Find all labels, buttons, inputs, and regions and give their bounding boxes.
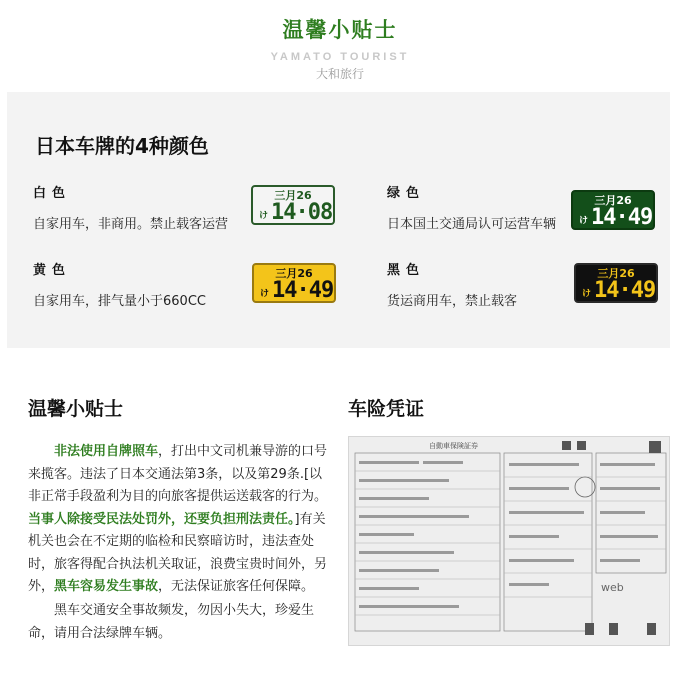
- header-title: 温馨小贴士: [282, 18, 398, 42]
- highlight-illegal-car: 非法使用自牌照车: [54, 444, 159, 459]
- plate-type-name: 黄色: [33, 263, 72, 278]
- plate-type-name: 白色: [33, 186, 72, 201]
- plate-number: 14·49: [272, 278, 334, 303]
- insurance-certificate-image: [348, 436, 670, 646]
- plate-type-green: [387, 182, 556, 232]
- plate-type-white: [33, 182, 228, 232]
- plate-region: 三月26: [275, 267, 313, 280]
- plate-region: 三月26: [594, 194, 632, 207]
- highlight-accident: 黑车容易发生事故: [54, 579, 159, 594]
- green-plate-image: [571, 190, 655, 230]
- plate-type-black: [387, 259, 517, 309]
- plate-type-name: 绿色: [387, 186, 426, 201]
- plate-number: 14·49: [591, 205, 653, 230]
- svg-text:web: web: [601, 581, 624, 594]
- plate-type-desc: 自家用车，排气量小于660CC: [33, 294, 206, 309]
- header-subtitle-cn: 大和旅行: [315, 67, 364, 81]
- page-header: [0, 14, 680, 82]
- plate-type-yellow: [33, 259, 206, 309]
- yellow-plate-image: [252, 263, 336, 303]
- header-subtitle-en: YAMATO TOURIST: [270, 51, 410, 63]
- tips-text: ，无法保证旅客任何保障。: [158, 579, 315, 594]
- plate-colors-panel: [7, 92, 670, 348]
- insurance-title: 车险凭证: [348, 398, 425, 420]
- plate-type-name: 黑色: [387, 263, 426, 278]
- plate-kana: け: [582, 289, 592, 299]
- tips-text: ，打出中文司机兼导游的口号来揽客。违法了日本交通法第3条，以及第29条.[以非正常手段盈利为目的向旅客提供运送载客的行为。: [28, 444, 328, 504]
- black-plate-image: [574, 263, 658, 303]
- certificate-scan-graphic: [349, 437, 670, 646]
- tips-paragraph-1: [28, 441, 328, 599]
- highlight-liability: 当事人除接受民法处罚外，还要负担刑法责任。: [28, 511, 295, 527]
- tips-text: ]有关机关也会在不定期的临检和民察暗访时，违法查处时，旅客得配合执法机关取证，浪费宝贵时间外，另外，: [28, 511, 328, 594]
- plate-type-desc: 货运商用车，禁止载客: [387, 294, 518, 309]
- certificate-heading: 自動車保険証券: [429, 442, 478, 450]
- plate-region: 三月26: [274, 189, 312, 202]
- tips-title: 温馨小贴士: [28, 398, 124, 420]
- plate-number: 14·49: [594, 278, 656, 303]
- plate-type-desc: 日本国土交通局认可运营车辆: [387, 217, 557, 232]
- white-plate-image: [251, 185, 335, 225]
- plate-kana: け: [579, 216, 589, 226]
- plate-region: 三月26: [597, 267, 635, 280]
- plate-kana: け: [260, 289, 270, 299]
- plate-number: 14·08: [271, 200, 333, 225]
- plate-type-desc: 自家用车，非商用。禁止载客运营: [33, 217, 229, 232]
- plate-kana: け: [259, 211, 269, 221]
- tips-paragraph-2: 黑车交通安全事故频发，勿因小失大，珍爱生命，请用合法绿牌车辆。: [28, 603, 315, 641]
- plate-colors-title: 日本车牌的4种颜色: [35, 134, 209, 158]
